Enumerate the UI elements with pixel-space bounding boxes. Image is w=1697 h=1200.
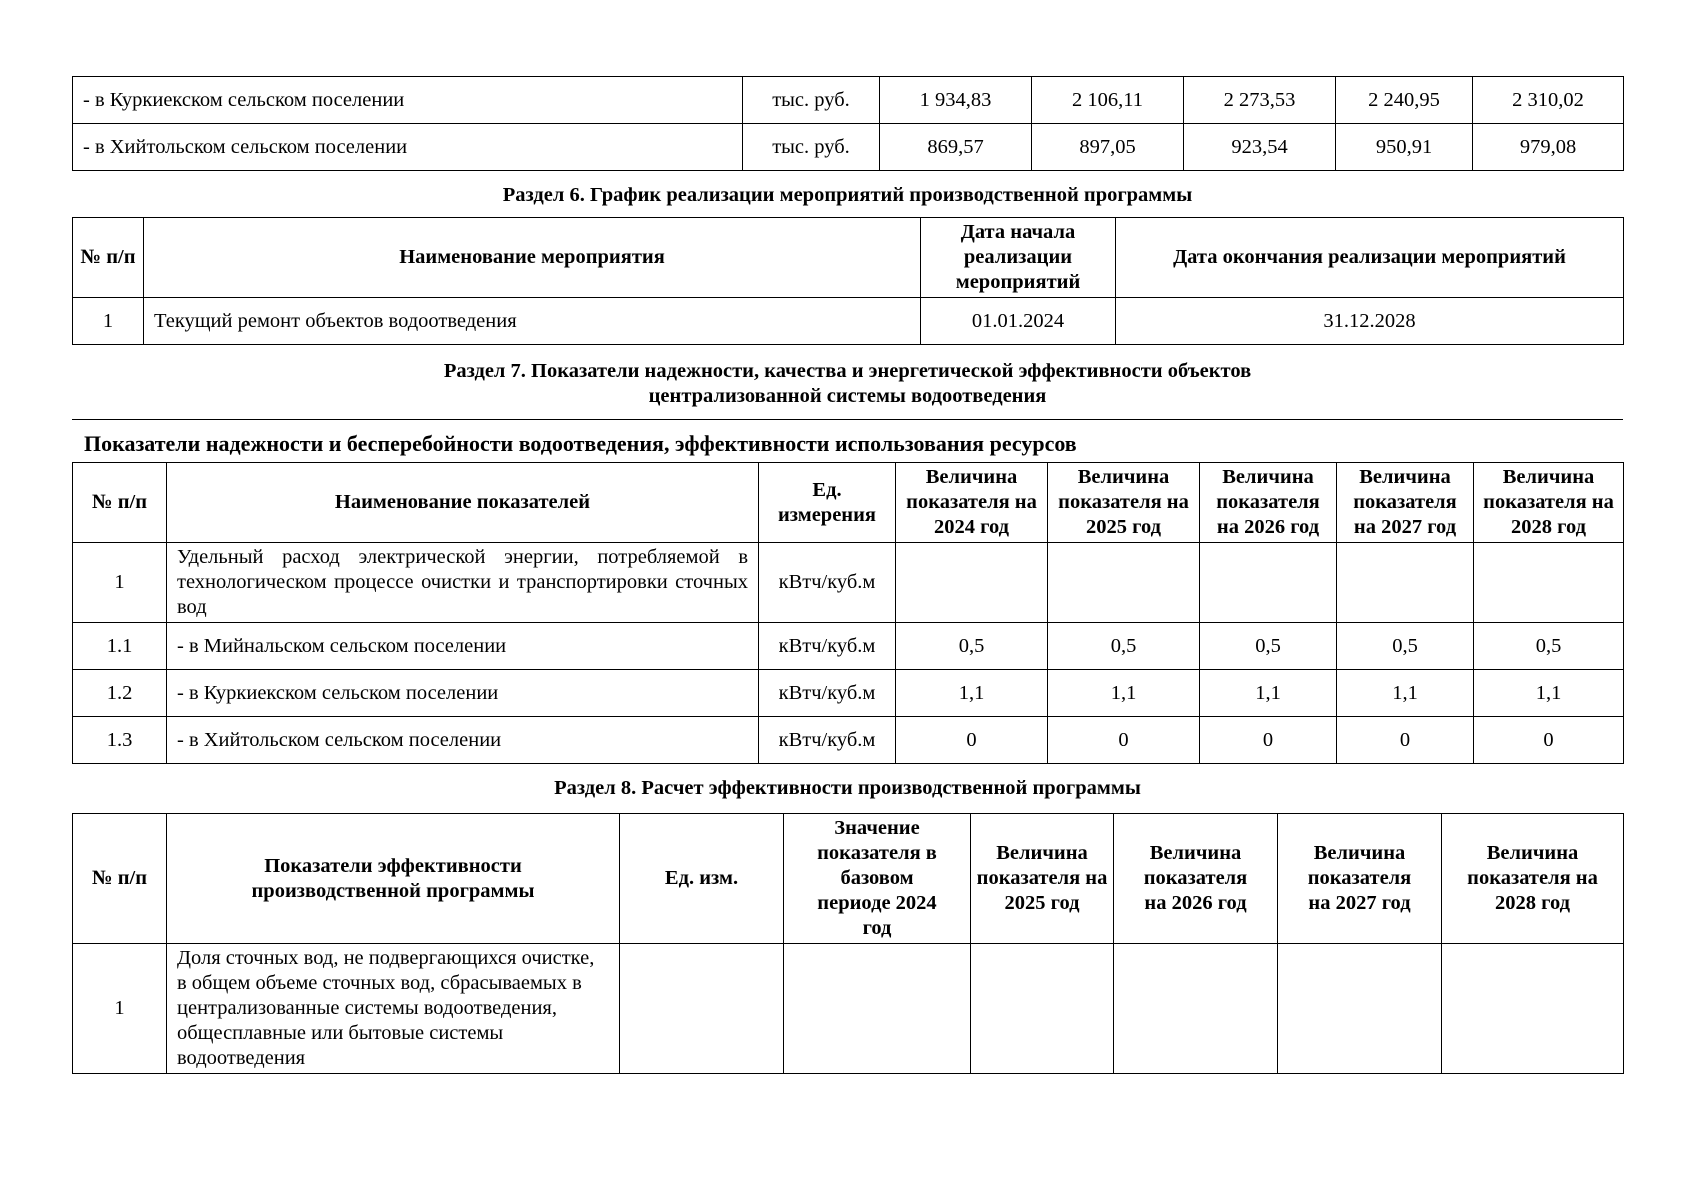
- table-row: [73, 298, 1624, 345]
- row-value: 0: [1048, 717, 1200, 764]
- row-value: [1442, 944, 1624, 1074]
- row-value: 979,08: [1473, 124, 1624, 171]
- row-value: 0,5: [896, 623, 1048, 670]
- header-year-2028: Величина показателя на 2028 год: [1442, 814, 1624, 944]
- row-value: 0: [1474, 717, 1624, 764]
- indicators-table: [72, 462, 1624, 764]
- row-value: [1200, 543, 1337, 623]
- header-year-2025: Величина показателя на 2025 год: [971, 814, 1114, 944]
- row-base: [784, 944, 971, 1074]
- row-value: 0,5: [1200, 623, 1337, 670]
- row-value: 0: [896, 717, 1048, 764]
- table-row: [73, 124, 1624, 171]
- header-unit: Ед. изм.: [620, 814, 784, 944]
- row-name: - в Мийнальском сельском поселении: [167, 623, 759, 670]
- tariff-table: [72, 76, 1624, 171]
- header-year-2024: Величина показателя на 2024 год: [896, 463, 1048, 543]
- header-year-2026: Величина показателя на 2026 год: [1200, 463, 1337, 543]
- header-year-2025: Величина показателя на 2025 год: [1048, 463, 1200, 543]
- section7-title-line1: Раздел 7. Показатели надежности, качества и энергетической эффективности объектов: [443, 360, 1252, 382]
- efficiency-table: [72, 813, 1624, 1074]
- table-header-row: [73, 463, 1624, 543]
- section7-subtitle: Показатели надежности и бесперебойности водоотведения, эффективности использования ресурсов: [72, 419, 1623, 462]
- row-value: 923,54: [1184, 124, 1336, 171]
- table-row: [73, 717, 1624, 764]
- row-unit: кВтч/куб.м: [759, 717, 896, 764]
- row-value: 1 934,83: [880, 77, 1032, 124]
- row-value: [896, 543, 1048, 623]
- header-name: Наименование мероприятия: [144, 218, 921, 298]
- row-value: [1337, 543, 1474, 623]
- section7-title-line2: централизованной системы водоотведения: [648, 385, 1047, 407]
- header-year-2027: Величина показателя на 2027 год: [1278, 814, 1442, 944]
- row-value: 0,5: [1048, 623, 1200, 670]
- row-value: 0: [1337, 717, 1474, 764]
- header-num: № п/п: [73, 463, 167, 543]
- table-row: [73, 623, 1624, 670]
- section8-title: Раздел 8. Расчет эффективности производственной программы: [554, 777, 1141, 799]
- row-value: [1114, 944, 1278, 1074]
- row-value: 1,1: [1337, 670, 1474, 717]
- header-year-2026: Величина показателя на 2026 год: [1114, 814, 1278, 944]
- row-end: 31.12.2028: [1116, 298, 1624, 345]
- row-start: 01.01.2024: [921, 298, 1116, 345]
- header-year-2027: Величина показателя на 2027 год: [1337, 463, 1474, 543]
- header-end: Дата окончания реализации мероприятий: [1116, 218, 1624, 298]
- row-value: 1,1: [1200, 670, 1337, 717]
- row-value: 0,5: [1337, 623, 1474, 670]
- row-name: - в Куркиекском сельском поселении: [73, 77, 743, 124]
- row-name: - в Хийтольском сельском поселении: [167, 717, 759, 764]
- table-row: [73, 543, 1624, 623]
- schedule-table: [72, 217, 1624, 345]
- row-name: Удельный расход электрической энергии, потребляемой в технологическом процессе очистки и транспортировки сточных вод: [167, 543, 759, 623]
- document-page: [72, 76, 1623, 1074]
- table-row: [73, 670, 1624, 717]
- header-num: № п/п: [73, 218, 144, 298]
- header-base: Значение показателя в базовом периоде 2024 год: [784, 814, 971, 944]
- row-value: 1,1: [896, 670, 1048, 717]
- row-num: 1: [73, 543, 167, 623]
- row-num: 1.3: [73, 717, 167, 764]
- row-num: 1.2: [73, 670, 167, 717]
- row-value: [1048, 543, 1200, 623]
- header-num: № п/п: [73, 814, 167, 944]
- header-start: Дата начала реализации мероприятий: [921, 218, 1116, 298]
- header-unit: Ед. измерения: [759, 463, 896, 543]
- row-value: [1278, 944, 1442, 1074]
- row-unit: кВтч/куб.м: [759, 623, 896, 670]
- row-value: 0,5: [1474, 623, 1624, 670]
- row-value: 1,1: [1048, 670, 1200, 717]
- row-name: - в Хийтольском сельском поселении: [73, 124, 743, 171]
- row-unit: тыс. руб.: [743, 124, 880, 171]
- row-value: 2 310,02: [1473, 77, 1624, 124]
- row-value: 950,91: [1336, 124, 1473, 171]
- table-row: [73, 944, 1624, 1074]
- section6-title: Раздел 6. График реализации мероприятий производственной программы: [502, 184, 1193, 206]
- row-num: 1: [73, 298, 144, 345]
- row-value: 869,57: [880, 124, 1032, 171]
- row-name: Текущий ремонт объектов водоотведения: [144, 298, 921, 345]
- header-year-2028: Величина показателя на 2028 год: [1474, 463, 1624, 543]
- row-value: 2 273,53: [1184, 77, 1336, 124]
- table-header-row: [73, 814, 1624, 944]
- row-value: 0: [1200, 717, 1337, 764]
- row-unit: [620, 944, 784, 1074]
- row-value: 2 106,11: [1032, 77, 1184, 124]
- row-name: Доля сточных вод, не подвергающихся очистке, в общем объеме сточных вод, сбрасываемых в централизованные системы водоотведения, общесплавные или бытовые системы водоотведения: [167, 944, 620, 1074]
- header-name: Показатели эффективности производственной программы: [167, 814, 620, 944]
- table-row: [73, 77, 1624, 124]
- row-num: 1.1: [73, 623, 167, 670]
- header-name: Наименование показателей: [167, 463, 759, 543]
- row-value: [1474, 543, 1624, 623]
- row-name: - в Куркиекском сельском поселении: [167, 670, 759, 717]
- row-unit: кВтч/куб.м: [759, 670, 896, 717]
- row-value: [971, 944, 1114, 1074]
- row-value: 2 240,95: [1336, 77, 1473, 124]
- row-unit: кВтч/куб.м: [759, 543, 896, 623]
- row-unit: тыс. руб.: [743, 77, 880, 124]
- row-num: 1: [73, 944, 167, 1074]
- row-value: 1,1: [1474, 670, 1624, 717]
- row-value: 897,05: [1032, 124, 1184, 171]
- table-header-row: [73, 218, 1624, 298]
